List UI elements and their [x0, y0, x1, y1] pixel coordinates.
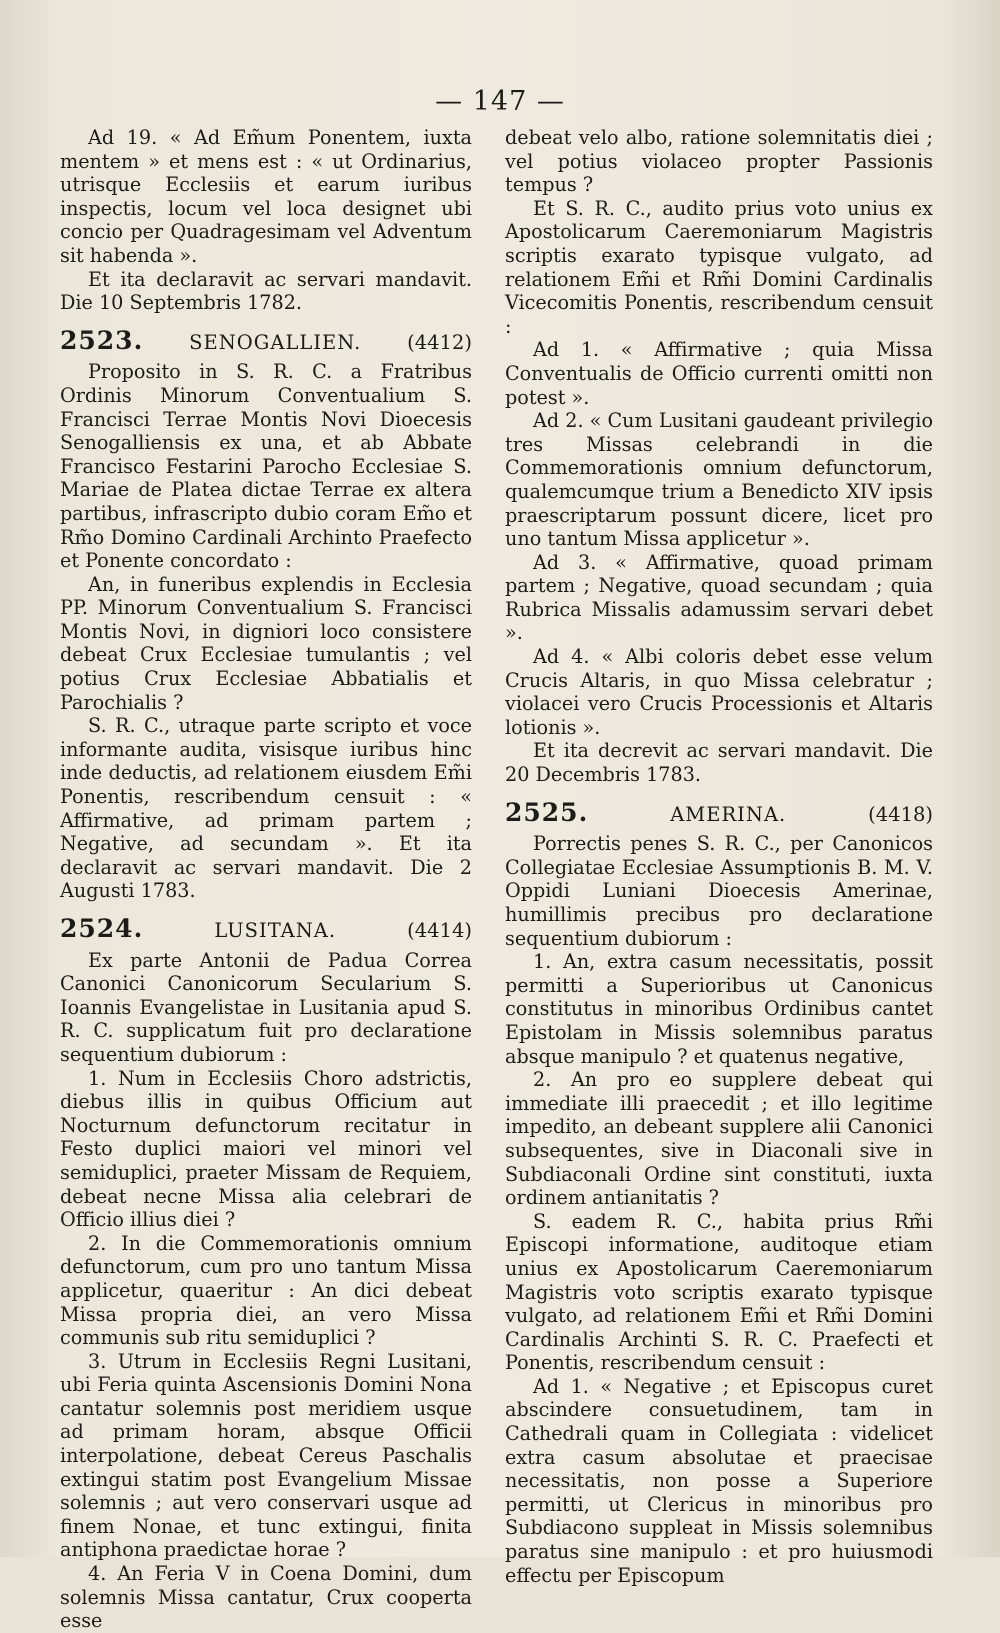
- paragraph: Ad 19. « Ad Em̃um Ponentem, iuxta mentem » et mens est : « ut Ordinarius, utrisque Ecclesiis et earum iuribus inspectis, locum vel loca designet ubi concio per Quadragesimam vel Adventum sit habenda ».: [60, 126, 472, 267]
- paragraph: S. R. C., utraque parte scripto et voce informante audita, visisque iuribus hinc inde deductis, ad relationem eiusdem Em̃i Ponentis, rescribendum censuit : « Affirmative, ad primam partem ; Negative, ad secundam ». Et ita declaravit ac servari mandavit. Die 2 Augusti 1783.: [60, 714, 472, 903]
- paragraph: Porrectis penes S. R. C., per Canonicos Collegiatae Ecclesiae Assumptionis B. M. V. Oppidi Luniani Dioecesis Amerinae, humillimis precibus pro declaratione sequentium dubiorum :: [505, 832, 933, 950]
- entry-reference: (4418): [868, 802, 933, 826]
- paragraph: debeat velo albo, ratione solemnitatis diei ; vel potius violaceo propter Passionis tempus ?: [505, 126, 933, 197]
- right-column: [505, 126, 933, 1587]
- paragraph: 2. In die Commemorationis omnium defunctorum, cum pro uno tantum Missa applicetur, quaeritur : An dici debeat Missa propria diei, an vero Missa communis sub ritu semiduplici ?: [60, 1231, 472, 1350]
- paragraph: Ad 3. « Affirmative, quoad primam partem ; Negative, quoad secundam ; quia Rubrica Missalis adamussim servari debet ».: [505, 550, 933, 645]
- paragraph: Et ita declaravit ac servari mandavit. Die 10 Septembris 1782.: [60, 267, 472, 315]
- entry-title: AMERINA.: [670, 802, 787, 826]
- paragraph: 3. Utrum in Ecclesiis Regni Lusitani, ubi Feria quinta Ascensionis Domini Nona cantatur solemnis post meridiem usque ad primam horam, absque Officii interpolatione, debeat Cereus Paschalis extingui statim post Evangelium Missae solemnis ; aut vero conservari usque ad finem Nonae, et tunc extingui, finita antiphona praedictae horae ?: [60, 1349, 472, 1562]
- paragraph: An, in funeribus explendis in Ecclesia PP. Minorum Conventualium S. Francisci Montis Novi, in digniori loco consistere debeat Crux Ecclesiae tumulantis ; vel potius Crux Ecclesiae Abbatialis et Parochialis ?: [60, 572, 472, 714]
- left-column: [60, 126, 472, 1633]
- paragraph: Proposito in S. R. C. a Fratribus Ordinis Minorum Conventualium S. Francisci Terrae Montis Novi Dioecesis Senogalliensis ex una, et ab Abbate Francisco Festarini Parocho Ecclesiae S. Mariae de Platea dictae Terrae ex altera partibus, infrascripto dubio coram Em̃o et Rm̃o Domino Cardinali Archinto Praefecto et Ponente concordato :: [60, 360, 472, 573]
- entry-title: LUSITANA.: [214, 919, 337, 942]
- paragraph: Ad 1. « Affirmative ; quia Missa Conventualis de Officio currenti omitti non potest ».: [505, 338, 933, 409]
- entry-title: SENOGALLIEN.: [189, 330, 362, 354]
- entry-number: 2523.: [60, 325, 144, 355]
- entry-heading-2524: [60, 914, 472, 943]
- paragraph: 1. An, extra casum necessitatis, possit permitti a Superioribus ut Canonicus constitutus in minoribus Ordinibus cantet Epistolam in Missis solemnibus paratus absque manipulo ? et quatenus negative,: [505, 950, 933, 1068]
- paragraph: 2. An pro eo supplere debeat qui immediate illi praecedit ; et illo legitime impedito, an debeant supplere alii Canonici subsequentes, sive in Diaconali sive in Subdiaconali Ordine sint constituti, iuxta ordinem antianitatis ?: [505, 1068, 933, 1210]
- paragraph: Ex parte Antonii de Padua Correa Canonici Canonicorum Secularium S. Ioannis Evangelistae in Lusitania apud S. R. C. supplicatum fuit pro declaratione sequentium dubiorum :: [60, 948, 472, 1066]
- entry-number: 2524.: [60, 914, 144, 943]
- entry-number: 2525.: [505, 797, 589, 827]
- entry-reference: (4412): [407, 330, 472, 354]
- paragraph: Ad 4. « Albi coloris debet esse velum Crucis Altaris, in quo Missa celebratur ; violacei vero Crucis Processionis et Altaris lotionis ».: [505, 645, 933, 739]
- paragraph: Et S. R. C., audito prius voto unius ex Apostolicarum Caeremoniarum Magistris scriptis exarato typisque vulgato, ad relationem Em̃i et Rm̃i Domini Cardinalis Vicecomitis Ponentis, rescribendum censuit :: [505, 196, 933, 338]
- paragraph: Ad 2. « Cum Lusitani gaudeant privilegio tres Missas celebrandi in die Commemorationis omnium defunctorum, qualemcumque trium a Benedicto XIV ipsis praescriptarum possunt dicere, licet pro uno tantum Missa applicetur ».: [505, 409, 933, 551]
- page-number: — 147 —: [435, 86, 565, 117]
- entry-reference: (4414): [407, 919, 472, 942]
- paragraph: S. eadem R. C., habita prius Rm̃i Episcopi informatione, auditoque etiam unius ex Apostolicarum Caeremoniarum Magistris voto scriptis exarato typisque vulgato, ad relationem Em̃i et Rm̃i Domini Cardinalis Archinti S. R. C. Praefecti et Ponentis, rescribendum censuit :: [505, 1209, 933, 1375]
- paragraph: Et ita decrevit ac servari mandavit. Die 20 Decembris 1783.: [505, 739, 933, 787]
- entry-heading-2523: [60, 325, 472, 355]
- paragraph: 1. Num in Ecclesiis Choro adstrictis, diebus illis in quibus Officium aut Nocturnum defunctorum recitatur in Festo duplici maiori vel minori vel semiduplici, praeter Missam de Requiem, debeat necne Missa alia celebrari de Officio illius diei ?: [60, 1066, 472, 1232]
- paragraph: Ad 1. « Negative ; et Episcopus curet abscindere consuetudinem, tam in Cathedrali quam in Collegiata : videlicet extra casum absolutae et praecisae necessitatis, non posse a Superiore permitti, ut Clericus in minoribus pro Subdiacono suppleat in Missis solemnibus paratus sine manipulo : et pro huiusmodi effectu per Episcopum: [505, 1374, 933, 1587]
- paragraph: 4. An Feria V in Coena Domini, dum solemnis Missa cantatur, Crux cooperta esse: [60, 1562, 472, 1633]
- entry-heading-2525: [505, 797, 933, 827]
